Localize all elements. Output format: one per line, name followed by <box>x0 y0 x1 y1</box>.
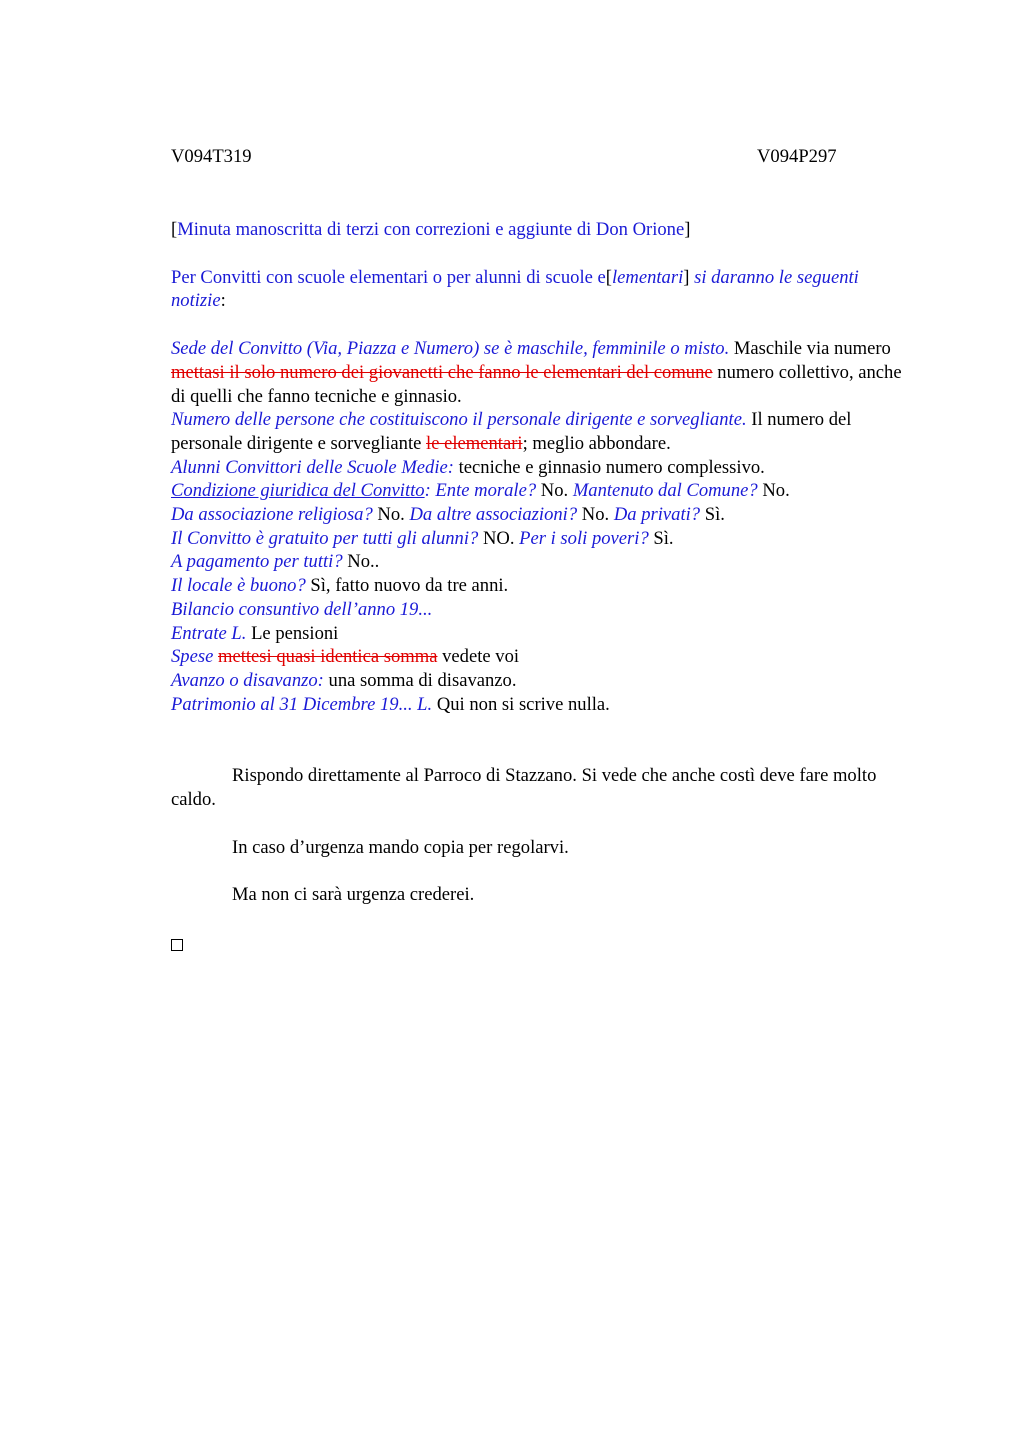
patrimonio-question: Patrimonio al 31 Dicembre 19... L. <box>171 693 433 715</box>
question-alunni <box>171 456 916 480</box>
intro-bracket-close: ] <box>683 266 690 288</box>
page-header <box>171 145 916 169</box>
question-gratuito <box>171 527 916 551</box>
privati-answer: Sì. <box>700 504 725 526</box>
avanzo-answer: una somma di disavanzo. <box>323 669 517 691</box>
document-code-left: V094T319 <box>171 146 252 167</box>
privati-question: Da privati? <box>613 504 701 526</box>
intro-bracket-open: [ <box>605 266 612 288</box>
locale-answer: Sì, fatto nuovo da tre anni. <box>305 575 509 597</box>
pagamento-answer: No.. <box>342 551 380 573</box>
gratuito-question: Il Convitto è gratuito per tutti gli alunni? <box>171 527 479 549</box>
altre-question: Da altre associazioni? <box>409 504 578 526</box>
condizione-ente-question: : Ente morale? <box>424 480 537 502</box>
spese-answer: vedete voi <box>437 646 520 668</box>
document-page <box>171 145 916 957</box>
editorial-note <box>171 218 916 242</box>
intro-bracket-word: lementari <box>611 266 684 288</box>
condizione-question: Condizione giuridica del Convitto <box>171 480 425 502</box>
bilancio-question: Bilancio consuntivo dell’anno 19... <box>171 598 433 620</box>
question-personale <box>171 408 916 455</box>
personale-answer-1: Il numero del personale dirigente e sorvegliante <box>171 409 852 454</box>
locale-question: Il locale è buono? <box>171 575 306 597</box>
alunni-answer: tecniche e ginnasio numero complessivo. <box>453 456 765 478</box>
poveri-answer: Sì. <box>648 527 674 549</box>
religiosa-question: Da associazione religiosa? <box>171 504 373 526</box>
sede-question: Sede del Convitto (Via, Piazza e Numero) se è maschile, femminile o misto. <box>171 338 730 360</box>
entrate-answer: Le pensioni <box>246 622 339 644</box>
intro-paragraph <box>171 266 916 313</box>
poveri-question: Per i soli poveri? <box>519 527 649 549</box>
sede-answer-1: Maschile via numero <box>729 338 891 360</box>
entrate-question: Entrate L. <box>171 622 247 644</box>
question-bilancio <box>171 598 916 622</box>
question-condizione <box>171 479 916 503</box>
question-sede <box>171 337 916 408</box>
pagamento-question: A pagamento per tutti? <box>171 551 343 573</box>
intro-text: Per Convitti con scuole elementari o per alunni di scuole e <box>171 266 606 288</box>
patrimonio-answer: Qui non si scrive nulla. <box>432 693 610 715</box>
personale-deleted: le elementari <box>426 432 523 454</box>
sede-answer-2: numero collettivo, anche di quelli che fanno tecniche e ginnasio. <box>171 361 902 407</box>
question-patrimonio <box>171 693 916 717</box>
sede-deleted: mettasi il solo numero dei giovanetti che fanno le elementari del comune <box>171 361 713 383</box>
closing-paragraph-3: Ma non ci sarà urgenza crederei. <box>232 884 475 906</box>
note-close-bracket: ] <box>684 219 691 240</box>
question-avanzo <box>171 669 916 693</box>
question-spese <box>171 645 916 669</box>
mantenuto-question: Mantenuto dal Comune? <box>572 480 758 502</box>
gratuito-answer: NO. <box>478 527 520 549</box>
alunni-question: Alunni Convittori delle Scuole Medie: <box>171 456 454 478</box>
square-icon <box>171 939 183 951</box>
intro-colon: : <box>220 290 226 312</box>
question-locale <box>171 574 916 598</box>
end-marker <box>171 935 916 957</box>
document-code-right: V094P297 <box>757 146 837 167</box>
religiosa-answer: No. <box>372 504 410 526</box>
closing-paragraph-1: Rispondo direttamente al Parroco di Stazzano. Si vede che anche costì deve fare molto caldo. <box>171 765 877 811</box>
condizione-answer: No. <box>536 480 573 502</box>
question-associazioni <box>171 503 916 527</box>
personale-answer-2: ; meglio abbondare. <box>522 432 671 454</box>
question-entrate <box>171 622 916 646</box>
altre-answer: No. <box>577 504 614 526</box>
personale-question: Numero delle persone che costituiscono il personale dirigente e sorvegliante. <box>171 409 747 431</box>
spese-deleted: mettesi quasi identica somma <box>218 646 438 668</box>
question-pagamento <box>171 550 916 574</box>
mantenuto-answer: No. <box>757 480 790 502</box>
questionnaire <box>171 337 916 716</box>
avanzo-question: Avanzo o disavanzo: <box>171 669 324 691</box>
closing-paragraph-2: In caso d’urgenza mando copia per regolarvi. <box>232 836 569 858</box>
note-open-bracket: [ <box>171 219 178 240</box>
spese-question: Spese <box>171 646 214 668</box>
note-text: Minuta manoscritta di terzi con correzioni e aggiunte di Don Orione <box>177 219 685 240</box>
intro-rest: si daranno le seguenti notizie <box>171 266 859 312</box>
